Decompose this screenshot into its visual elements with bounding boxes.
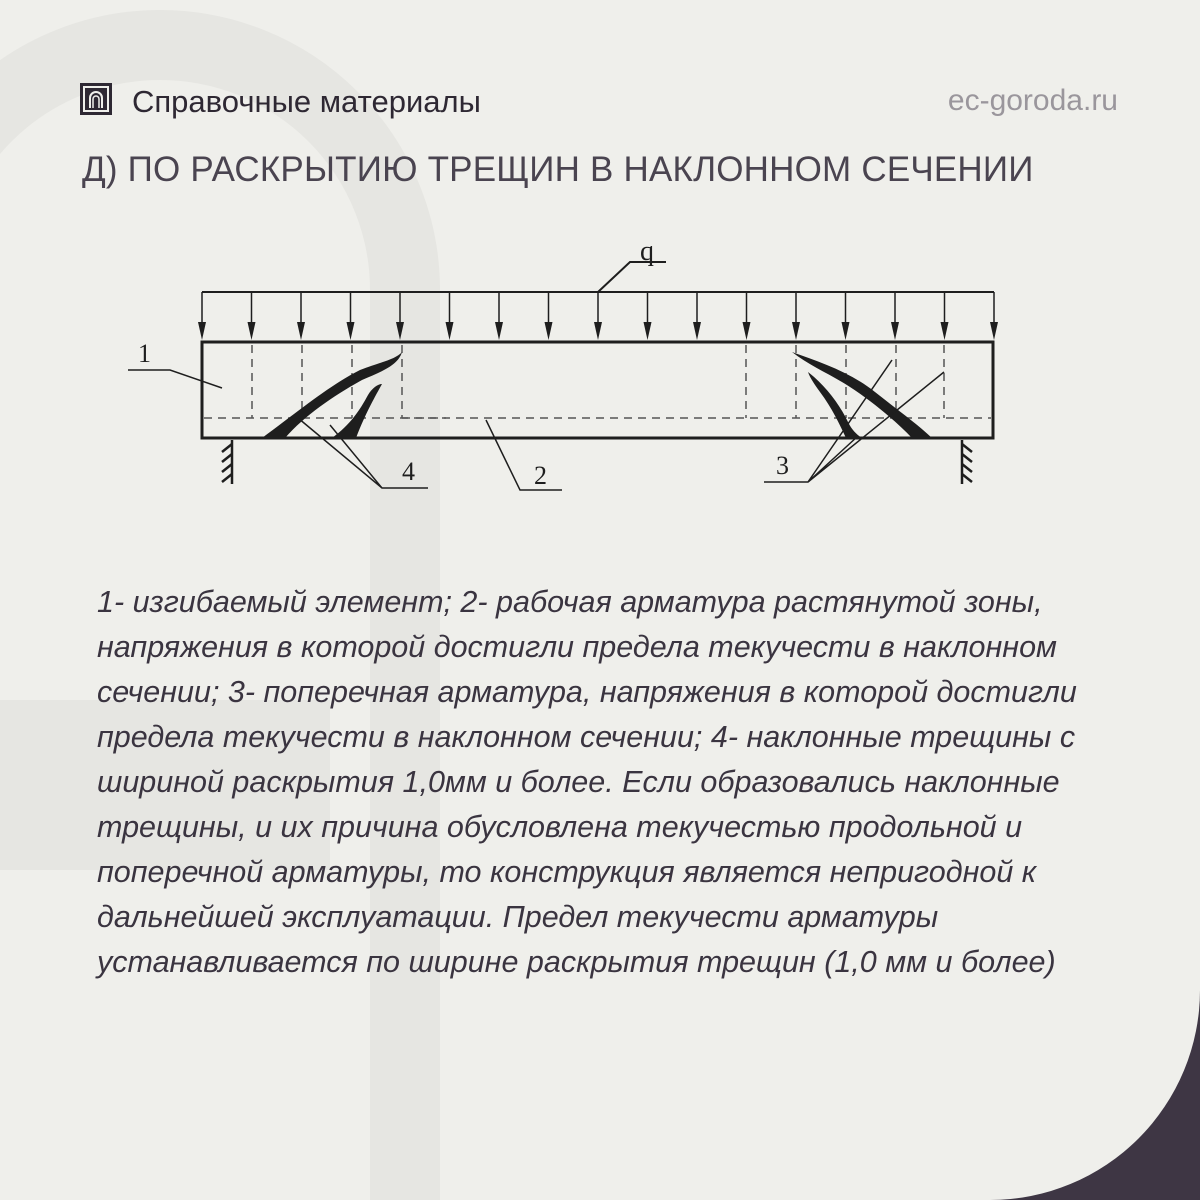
load-arrow-head (446, 322, 454, 340)
label-2: 2 (534, 461, 547, 490)
load-arrow-head (990, 322, 998, 340)
load-arrow-head (693, 322, 701, 340)
reinforcement-dashed (204, 345, 991, 418)
load-arrow-head (743, 322, 751, 340)
beam-element (202, 342, 993, 438)
support-left (222, 440, 232, 484)
load-arrow-head (347, 322, 355, 340)
load-arrow-head (396, 322, 404, 340)
load-arrows (198, 292, 998, 340)
cracks-right (792, 352, 932, 438)
load-arrow-head (198, 322, 206, 340)
load-arrow-head (842, 322, 850, 340)
load-arrow-head (248, 322, 256, 340)
label-2-leader (486, 420, 562, 490)
beam-diagram (0, 0, 1200, 560)
load-label-leader (598, 262, 666, 292)
load-arrow-head (297, 322, 305, 340)
load-arrow-head (594, 322, 602, 340)
label-1: 1 (138, 339, 151, 368)
load-arrow-head (941, 322, 949, 340)
label-4: 4 (402, 457, 415, 486)
section-title: Д) ПО РАСКРЫТИЮ ТРЕЩИН В НАКЛОННОМ СЕЧЕНИИ (82, 150, 1034, 189)
description-text: 1- изгибаемый элемент; 2- рабочая арматура растянутой зоны, напряжения в которой достигли предела текучести в наклонном сечении; 3- поперечная арматура, напряжения в которой достигли предела текучести в наклонном сечении; 4- наклонные трещины с шириной раскрытия 1,0мм и более. Если образовались наклонные трещины, и их причина обусловлена текучестью продольной и поперечной арматуры, то конструкция является непригодной к дальнейшей эксплуатации. Предел текучести арматуры устанавливается по ширине раскрытия трещин (1,0 мм и более) (97, 585, 1077, 979)
cracks-left (262, 352, 402, 438)
load-arrow-head (644, 322, 652, 340)
site-link[interactable]: ec-goroda.ru (947, 84, 1118, 117)
load-arrow-head (792, 322, 800, 340)
load-arrow-head (891, 322, 899, 340)
load-arrow-head (545, 322, 553, 340)
support-right (962, 440, 972, 484)
load-label: q (640, 236, 654, 267)
header-title: Справочные материалы (132, 84, 481, 119)
label-1-leader (128, 370, 222, 388)
label-3: 3 (776, 451, 789, 480)
load-arrow-head (495, 322, 503, 340)
